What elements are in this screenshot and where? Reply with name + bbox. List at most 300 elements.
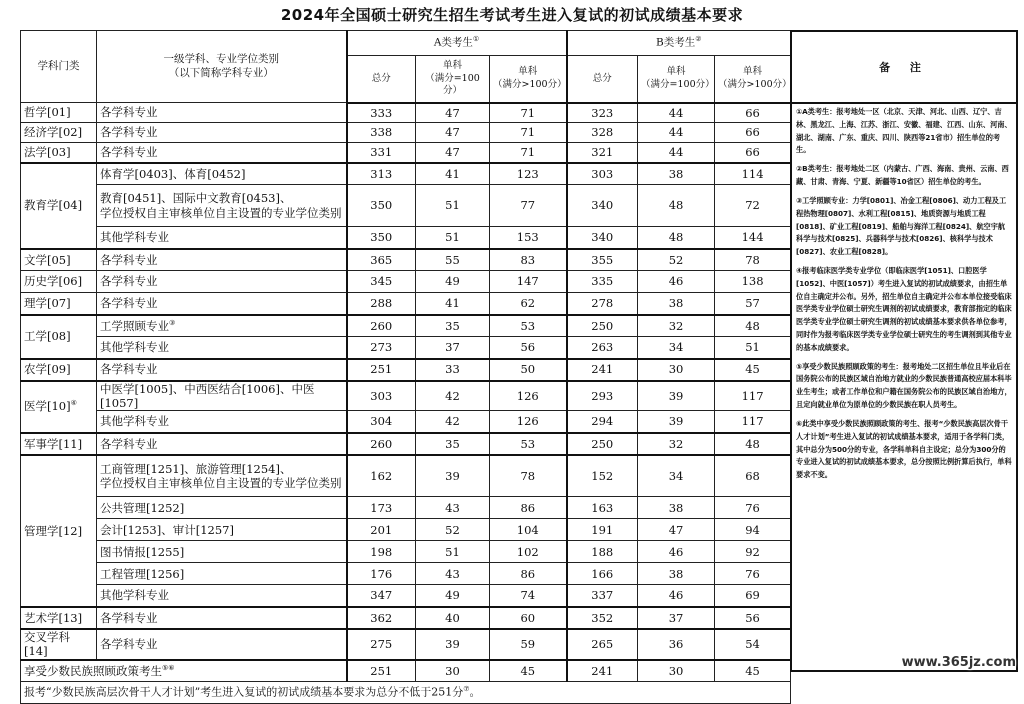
class-a-total-cell: 275 [347, 629, 416, 660]
discipline-label [100, 340, 343, 354]
table-row [21, 185, 791, 227]
class-b-single-gt100-cell: 66 [715, 103, 791, 123]
class-b-single-gt100-cell: 92 [715, 541, 791, 563]
class-a-single-gt100-cell: 126 [490, 411, 567, 433]
class-a-single-gt100-cell: 56 [490, 337, 567, 359]
remark-note: ①A类考生：报考地处一区（北京、天津、河北、山西、辽宁、吉林、黑龙江、上海、江苏、浙江、安徽、福建、江西、山东、河南、湖北、湖南、广东、重庆、四川、陕西等21省市）招生单位的考生。 [796, 107, 1012, 155]
discipline-label [100, 274, 343, 288]
category-label: 医学[10] [24, 399, 71, 414]
class-b-total-cell: 241 [567, 359, 638, 381]
category-cell [21, 629, 97, 660]
category-cell [21, 249, 97, 271]
class-a-total-cell: 362 [347, 607, 416, 629]
category-label: 经济学[02] [24, 125, 83, 140]
class-b-single100-cell: 39 [638, 411, 715, 433]
remark-note: ⑤享受少数民族照顾政策的考生：报考地处二区招生单位且毕业后在国务院公布的民族区域自治地方就业的少数民族普通高校应届本科毕业生考生；或者工作单位和户籍在国务院公布的民族区域自治地方，且定向就业单位为原单位的少数民族在职人员考生。 [796, 361, 1012, 410]
footnote-text: 报考“少数民族高层次骨干人才计划”考生进入复试的初试成绩基本要求为总分不低于251分 [24, 685, 464, 699]
header-b-single-gt100-l2: （满分>100分） [718, 78, 792, 90]
class-b-single100-cell: 46 [638, 585, 715, 607]
class-b-total-cell: 263 [567, 337, 638, 359]
class-a-single100-cell: 37 [416, 337, 490, 359]
category-label: 历史学[06] [24, 274, 83, 289]
category-label: 哲学[01] [24, 105, 71, 120]
class-a-single100-cell: 49 [416, 585, 490, 607]
category-label: 教育学[04] [24, 198, 83, 213]
class-a-single-gt100-cell: 59 [490, 629, 567, 660]
class-a-total-cell: 347 [347, 585, 416, 607]
category-label: 工学[08] [24, 329, 71, 344]
header-a-total: 总分 [347, 56, 416, 103]
class-b-single-gt100-cell: 57 [715, 293, 791, 315]
class-a-single100-cell: 42 [416, 411, 490, 433]
discipline-cell [97, 629, 347, 660]
class-b-total-cell: 337 [567, 585, 638, 607]
class-b-total-cell: 188 [567, 541, 638, 563]
header-b-single100 [638, 56, 715, 103]
class-b-single100-cell: 48 [638, 185, 715, 227]
class-a-single-gt100-cell: 50 [490, 359, 567, 381]
class-a-single-gt100-cell: 153 [490, 227, 567, 249]
header-a-single-gt100 [490, 56, 567, 103]
class-b-total-cell: 293 [567, 381, 638, 411]
class-b-single-gt100-cell: 117 [715, 411, 791, 433]
class-b-total-cell: 241 [567, 660, 638, 682]
header-class-a [347, 31, 567, 56]
discipline-label [100, 382, 343, 411]
discipline-label [100, 319, 343, 333]
discipline-cell [97, 293, 347, 315]
class-a-single-gt100-cell: 77 [490, 185, 567, 227]
category-label: 理学[07] [24, 296, 71, 311]
class-b-single-gt100-cell: 48 [715, 315, 791, 337]
discipline-cell [97, 163, 347, 185]
class-b-single100-cell: 37 [638, 607, 715, 629]
class-a-single-gt100-cell: 86 [490, 497, 567, 519]
discipline-label [100, 437, 343, 451]
discipline-cell [97, 563, 347, 585]
class-b-single-gt100-cell: 45 [715, 359, 791, 381]
discipline-text: 其他学科专业 [100, 414, 169, 429]
table-row [21, 381, 791, 411]
table-row [21, 271, 791, 293]
discipline-label [100, 125, 343, 139]
class-a-single100-cell: 47 [416, 143, 490, 163]
discipline-text: 各学科专业 [100, 252, 158, 267]
category-label: 军事学[11] [24, 436, 83, 451]
class-a-single100-cell: 51 [416, 227, 490, 249]
discipline-label [100, 567, 343, 581]
class-a-total-cell: 251 [347, 359, 416, 381]
category-label: 文学[05] [24, 252, 71, 267]
category-cell [21, 123, 97, 143]
footnote-row [21, 682, 791, 704]
class-b-single100-cell: 34 [638, 337, 715, 359]
table-row [21, 563, 791, 585]
class-b-total-cell: 355 [567, 249, 638, 271]
class-b-single100-cell: 36 [638, 629, 715, 660]
class-b-total-cell: 340 [567, 185, 638, 227]
class-b-single100-cell: 30 [638, 359, 715, 381]
class-b-single100-cell: 44 [638, 143, 715, 163]
category-cell [21, 163, 97, 249]
category-cell [21, 143, 97, 163]
table-row [21, 660, 791, 682]
discipline-label [100, 501, 343, 515]
header-a-single100 [416, 56, 490, 103]
discipline-cell [97, 541, 347, 563]
category-cell [21, 607, 97, 629]
class-b-total-cell: 191 [567, 519, 638, 541]
header-class-a-label: A类考生 [433, 36, 473, 49]
table-row [21, 143, 791, 163]
class-b-total-cell: 250 [567, 315, 638, 337]
discipline-label [100, 296, 343, 310]
class-b-total-cell: 265 [567, 629, 638, 660]
class-b-single-gt100-cell: 76 [715, 497, 791, 519]
class-b-total-cell: 323 [567, 103, 638, 123]
class-b-single100-cell: 48 [638, 227, 715, 249]
class-a-single-gt100-cell: 104 [490, 519, 567, 541]
class-a-single-gt100-cell: 123 [490, 163, 567, 185]
class-b-single-gt100-cell: 76 [715, 563, 791, 585]
category-footnote-mark: ④ [70, 399, 77, 408]
page-title: 2024年全国硕士研究生招生考试考生进入复试的初试成绩基本要求 [280, 6, 744, 24]
table-row [21, 497, 791, 519]
discipline-text: 工学照顾专业 [100, 318, 169, 333]
class-a-total-cell: 313 [347, 163, 416, 185]
discipline-cell [97, 607, 347, 629]
discipline-text: 各学科专业 [100, 636, 158, 651]
score-table-body [21, 103, 791, 704]
discipline-label [100, 588, 343, 602]
class-b-single-gt100-cell: 66 [715, 143, 791, 163]
class-a-single-gt100-cell: 71 [490, 123, 567, 143]
discipline-text: 各学科专业 [100, 610, 158, 625]
category-cell [21, 381, 97, 433]
discipline-cell [97, 381, 347, 411]
class-a-single100-cell: 51 [416, 541, 490, 563]
class-a-total-cell: 333 [347, 103, 416, 123]
class-a-single-gt100-cell: 126 [490, 381, 567, 411]
table-row [21, 455, 791, 497]
table-row [21, 607, 791, 629]
header-class-a-sup: ① [472, 35, 480, 44]
header-b-single-gt100-l1: 单科 [743, 66, 763, 78]
discipline-cell [97, 411, 347, 433]
class-a-single-gt100-cell: 53 [490, 315, 567, 337]
discipline-label-line2: 学位授权自主审核单位自主设置的专业学位类别 [100, 205, 342, 220]
discipline-label [100, 253, 343, 267]
header-b-single-gt100 [715, 56, 791, 103]
header-b-single100-l2: （满分=100分） [641, 78, 715, 90]
class-b-single100-cell: 44 [638, 103, 715, 123]
header-b-single100-l1: 单科 [666, 66, 686, 78]
remark-note: ④报考临床医学类专业学位（即临床医学[1051]、口腔医学[1052]、中医[1057]）考生进入复试的初试成绩要求，由招生单位自主确定并公布。另外，招生单位自主确定并公布本单位接受临床医学类专业学位硕士研究生调剂的初试成绩要求，教育部指定的临床医学类专业学位硕士研究生调剂的初试成绩基本要求供各单位参考，同时作为报考临床医学类专业学位硕士研究生的考生调剂到其他专业的基本成绩要求。 [796, 265, 1012, 352]
class-b-single-gt100-cell: 51 [715, 337, 791, 359]
class-a-single100-cell: 40 [416, 607, 490, 629]
category-label: 农学[09] [24, 362, 71, 377]
class-a-single-gt100-cell: 74 [490, 585, 567, 607]
discipline-text: 各学科专业 [100, 105, 158, 120]
category-cell [21, 433, 97, 455]
category-cell [21, 103, 97, 123]
score-table [20, 30, 791, 704]
discipline-text: 中医学[1005]、中西医结合[1006]、中医[1057] [100, 381, 315, 410]
class-b-total-cell: 166 [567, 563, 638, 585]
remark-note: ②B类考生：报考地处二区（内蒙古、广西、海南、贵州、云南、西藏、甘肃、青海、宁夏、新疆等10省区）招生单位的考生。 [796, 164, 1009, 187]
class-a-single100-cell: 43 [416, 497, 490, 519]
discipline-text: 会计[1253]、审计[1257] [100, 522, 234, 537]
class-a-single100-cell: 55 [416, 249, 490, 271]
class-b-single100-cell: 34 [638, 455, 715, 497]
class-a-single-gt100-cell: 102 [490, 541, 567, 563]
class-a-total-cell: 173 [347, 497, 416, 519]
class-a-single-gt100-cell: 147 [490, 271, 567, 293]
header-discipline [97, 31, 347, 103]
category-cell [21, 293, 97, 315]
class-b-single-gt100-cell: 78 [715, 249, 791, 271]
header-a-single100-l2: （满分=100分） [425, 72, 480, 96]
class-a-single100-cell: 49 [416, 271, 490, 293]
discipline-label [100, 167, 343, 181]
discipline-cell [97, 315, 347, 337]
discipline-cell [97, 359, 347, 381]
category-cell [21, 660, 347, 682]
category-label: 管理学[12] [24, 523, 83, 538]
discipline-cell [97, 433, 347, 455]
footnote-period: 。 [469, 685, 481, 699]
discipline-label [100, 414, 343, 428]
discipline-text: 各学科专业 [100, 436, 158, 451]
class-b-total-cell: 328 [567, 123, 638, 143]
category-cell [21, 455, 97, 607]
category-footnote-mark: ⑤⑥ [162, 663, 175, 672]
discipline-label [100, 362, 343, 376]
class-a-single-gt100-cell: 45 [490, 660, 567, 682]
category-cell [21, 359, 97, 381]
class-b-single-gt100-cell: 48 [715, 433, 791, 455]
category-cell [21, 315, 97, 359]
category-label: 享受少数民族照顾政策考生 [24, 663, 162, 678]
remarks-panel [790, 30, 1018, 672]
discipline-text: 其他学科专业 [100, 340, 169, 355]
discipline-text: 各学科专业 [100, 296, 158, 311]
class-b-single-gt100-cell: 138 [715, 271, 791, 293]
class-a-total-cell: 260 [347, 433, 416, 455]
remarks-heading: 备 注 [792, 32, 1016, 104]
discipline-cell [97, 337, 347, 359]
class-a-total-cell: 273 [347, 337, 416, 359]
discipline-cell [97, 455, 347, 497]
class-b-total-cell: 303 [567, 163, 638, 185]
table-row [21, 163, 791, 185]
class-a-total-cell: 350 [347, 185, 416, 227]
class-b-single100-cell: 46 [638, 541, 715, 563]
footnote-mark: ⑦ [463, 685, 470, 694]
footnote-cell [21, 682, 791, 704]
class-a-single100-cell: 39 [416, 629, 490, 660]
discipline-text: 教育[0451]、国际中文教育[0453]、 [100, 191, 292, 206]
class-a-total-cell: 288 [347, 293, 416, 315]
category-label: 交叉学科[14] [24, 629, 70, 659]
discipline-label [100, 105, 343, 119]
class-b-single-gt100-cell: 114 [715, 163, 791, 185]
class-a-total-cell: 303 [347, 381, 416, 411]
class-b-single100-cell: 38 [638, 293, 715, 315]
class-a-single-gt100-cell: 86 [490, 563, 567, 585]
table-row [21, 359, 791, 381]
category-cell [21, 271, 97, 293]
table-row [21, 629, 791, 660]
class-b-total-cell: 321 [567, 143, 638, 163]
class-a-total-cell: 201 [347, 519, 416, 541]
table-row [21, 541, 791, 563]
header-b-total: 总分 [567, 56, 638, 103]
class-b-total-cell: 152 [567, 455, 638, 497]
discipline-label [100, 523, 343, 537]
class-b-single-gt100-cell: 69 [715, 585, 791, 607]
discipline-label [100, 611, 343, 625]
table-row [21, 337, 791, 359]
class-a-single-gt100-cell: 60 [490, 607, 567, 629]
discipline-label [100, 230, 343, 244]
score-requirements-document [20, 30, 1018, 699]
class-b-single100-cell: 52 [638, 249, 715, 271]
class-b-single100-cell: 30 [638, 660, 715, 682]
class-a-total-cell: 162 [347, 455, 416, 497]
class-a-single-gt100-cell: 78 [490, 455, 567, 497]
table-row [21, 315, 791, 337]
class-b-single-gt100-cell: 72 [715, 185, 791, 227]
discipline-cell [97, 497, 347, 519]
class-b-single-gt100-cell: 68 [715, 455, 791, 497]
category-label: 法学[03] [24, 145, 71, 160]
class-a-total-cell: 350 [347, 227, 416, 249]
class-b-total-cell: 163 [567, 497, 638, 519]
class-b-single100-cell: 38 [638, 563, 715, 585]
class-a-total-cell: 251 [347, 660, 416, 682]
header-discipline-line1: 一级学科、专业学位类别 [163, 52, 279, 65]
class-b-single100-cell: 38 [638, 497, 715, 519]
discipline-text: 各学科专业 [100, 362, 158, 377]
class-b-total-cell: 352 [567, 607, 638, 629]
class-a-total-cell: 304 [347, 411, 416, 433]
watermark: www.365jz.com [901, 655, 1016, 670]
discipline-text: 各学科专业 [100, 125, 158, 140]
class-a-total-cell: 338 [347, 123, 416, 143]
class-a-total-cell: 331 [347, 143, 416, 163]
class-b-total-cell: 335 [567, 271, 638, 293]
class-a-total-cell: 260 [347, 315, 416, 337]
remarks-body [792, 104, 1016, 490]
class-b-total-cell: 250 [567, 433, 638, 455]
discipline-cell [97, 271, 347, 293]
class-b-total-cell: 340 [567, 227, 638, 249]
class-a-single100-cell: 51 [416, 185, 490, 227]
class-a-single100-cell: 39 [416, 455, 490, 497]
class-b-single100-cell: 47 [638, 519, 715, 541]
class-a-total-cell: 198 [347, 541, 416, 563]
class-a-total-cell: 365 [347, 249, 416, 271]
discipline-text: 各学科专业 [100, 274, 158, 289]
discipline-cell [97, 143, 347, 163]
class-a-single100-cell: 41 [416, 293, 490, 315]
header-a-single100-l1: 单科 [442, 60, 462, 72]
discipline-text: 图书情报[1255] [100, 544, 185, 559]
table-row [21, 411, 791, 433]
class-b-single100-cell: 32 [638, 433, 715, 455]
discipline-text: 其他学科专业 [100, 230, 169, 245]
class-b-single100-cell: 44 [638, 123, 715, 143]
discipline-cell [97, 123, 347, 143]
table-row [21, 585, 791, 607]
class-b-single100-cell: 32 [638, 315, 715, 337]
discipline-text: 其他学科专业 [100, 588, 169, 603]
discipline-text: 工商管理[1251]、旅游管理[1254]、 [100, 461, 292, 476]
class-a-single-gt100-cell: 62 [490, 293, 567, 315]
class-a-single-gt100-cell: 83 [490, 249, 567, 271]
discipline-label [100, 545, 343, 559]
class-b-single100-cell: 39 [638, 381, 715, 411]
discipline-label-line2: 学位授权自主审核单位自主设置的专业学位类别 [100, 476, 342, 490]
class-b-single100-cell: 38 [638, 163, 715, 185]
class-a-total-cell: 176 [347, 563, 416, 585]
class-a-single100-cell: 52 [416, 519, 490, 541]
class-a-single100-cell: 42 [416, 381, 490, 411]
discipline-cell [97, 227, 347, 249]
class-a-single100-cell: 33 [416, 359, 490, 381]
class-a-single-gt100-cell: 53 [490, 433, 567, 455]
header-discipline-line2: （以下简称学科专业） [168, 66, 274, 79]
class-a-single100-cell: 47 [416, 103, 490, 123]
class-a-total-cell: 345 [347, 271, 416, 293]
header-a-single-gt100-l1: 单科 [518, 66, 538, 78]
class-a-single100-cell: 35 [416, 433, 490, 455]
remark-note: ③工学照顾专业：力学[0801]、冶金工程[0806]、动力工程及工程热物理[0807]、水利工程[0815]、地质资源与地质工程[0818]、矿业工程[0819]、船舶与海洋工程[0824]、航空宇航科学与技术[0825]、兵器科学与技术[0826]、核科学与技术[0827]、农业工程[0828]。 [796, 195, 1007, 257]
table-row [21, 123, 791, 143]
discipline-text: 公共管理[1252] [100, 500, 185, 515]
header-category: 学科门类 [21, 31, 97, 103]
class-b-total-cell: 278 [567, 293, 638, 315]
class-b-single-gt100-cell: 94 [715, 519, 791, 541]
header-class-b-sup: ② [695, 35, 702, 44]
class-a-single100-cell: 47 [416, 123, 490, 143]
header-class-b [567, 31, 791, 56]
class-b-single-gt100-cell: 54 [715, 629, 791, 660]
class-b-single-gt100-cell: 117 [715, 381, 791, 411]
class-a-single-gt100-cell: 71 [490, 103, 567, 123]
discipline-cell [97, 249, 347, 271]
class-b-single100-cell: 46 [638, 271, 715, 293]
discipline-label [100, 145, 343, 159]
discipline-footnote-mark: ③ [169, 318, 176, 327]
header-class-b-label: B类考生 [656, 36, 696, 49]
discipline-cell [97, 103, 347, 123]
class-b-total-cell: 294 [567, 411, 638, 433]
table-row [21, 293, 791, 315]
class-a-single100-cell: 30 [416, 660, 490, 682]
header-a-single-gt100-l2: （满分>100分） [493, 78, 567, 90]
discipline-label [100, 637, 343, 651]
class-b-single-gt100-cell: 56 [715, 607, 791, 629]
discipline-cell [97, 185, 347, 227]
class-b-single-gt100-cell: 45 [715, 660, 791, 682]
class-b-single-gt100-cell: 66 [715, 123, 791, 143]
table-row [21, 227, 791, 249]
class-a-single-gt100-cell: 71 [490, 143, 567, 163]
remark-note: ⑥此类中享受少数民族照顾政策的考生、报考“少数民族高层次骨干人才计划”考生进入复试的初试成绩基本要求，适用于各学科门类，其中总分为500分的专业，各学科单科自主设定；总分为300分的专业进入复试的初试成绩基本要求，总分按照比例折算后执行，单科要求不变。 [796, 418, 1012, 480]
table-row [21, 249, 791, 271]
